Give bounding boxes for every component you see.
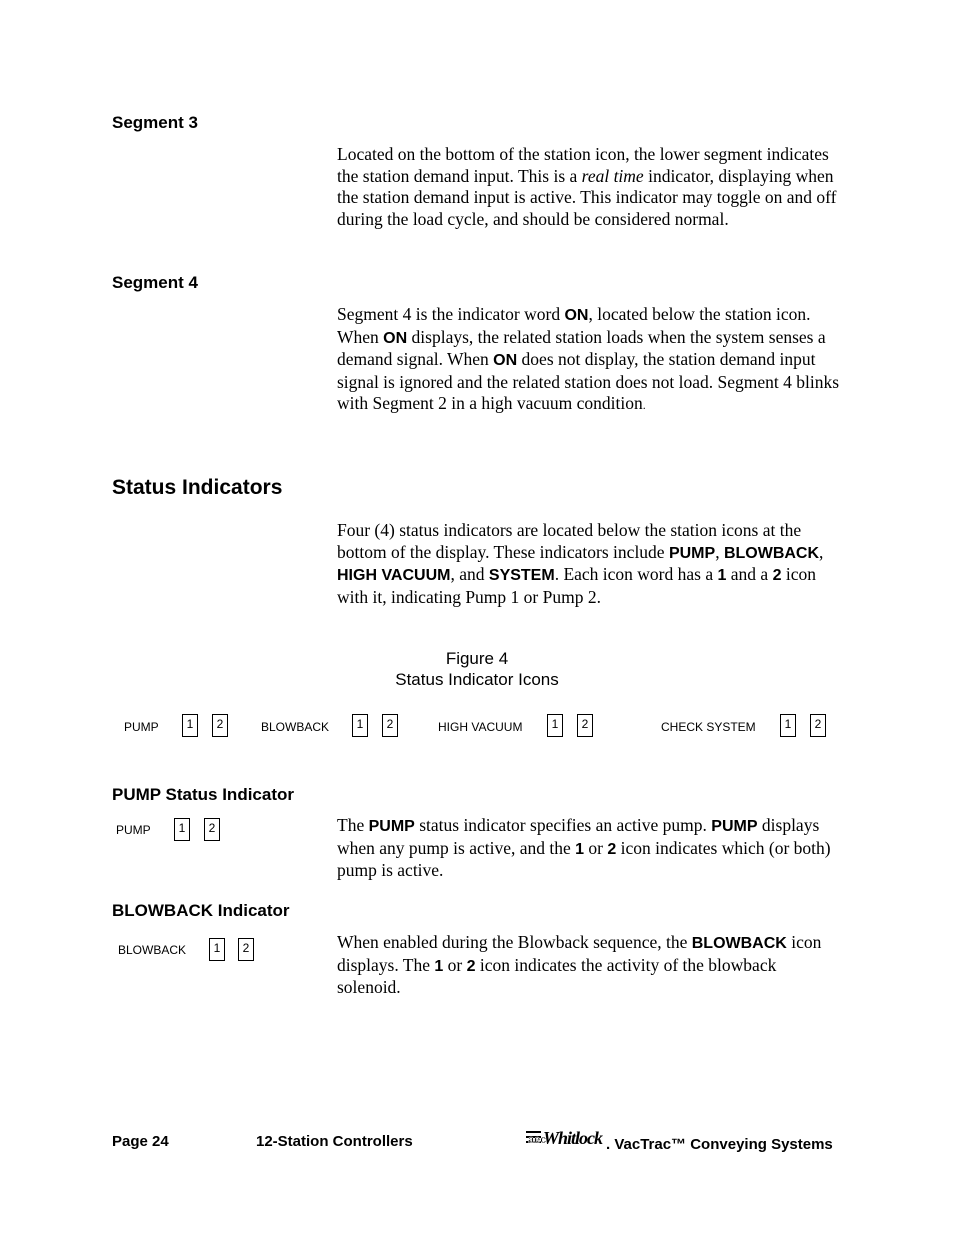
footer-product: . VacTrac™ Conveying Systems (606, 1136, 833, 1153)
figure-number: Figure 4 (445, 649, 509, 668)
svg-text:Whitlock: Whitlock (543, 1128, 603, 1148)
pump-2-icon: 2 (212, 714, 228, 737)
high-vacuum-1-icon: 1 (547, 714, 563, 737)
segment-4-paragraph: Segment 4 is the indicator word ON, located below the station icon. When ON displays, the related station loads when the system senses a demand signal. When ON does not display, the station demand input signal is ignored and the related station does not load. Segment 4 blinks with Segment 2 in a high vacuum condition. (337, 304, 840, 414)
status-indicator-icons-row (0, 712, 954, 742)
blowback-indicator-heading: BLOWBACK Indicator (112, 901, 290, 920)
pump-indicator-label: PUMP (116, 823, 151, 837)
pump-2-icon: 2 (204, 818, 220, 841)
blowback-paragraph: When enabled during the Blowback sequence, the BLOWBACK icon displays. The 1 or 2 icon indicates the activity of the blowback solenoid. (337, 932, 822, 998)
footer-title: 12-Station Controllers (256, 1133, 413, 1150)
check-system-1-icon: 1 (780, 714, 796, 737)
footer-brand (526, 1128, 833, 1153)
check-system-2-icon: 2 (810, 714, 826, 737)
blowback-indicator-label: BLOWBACK (118, 943, 187, 957)
whitlock-logo (526, 1128, 606, 1153)
status-indicators-heading: Status Indicators (112, 476, 283, 499)
high-vacuum-2-icon: 2 (577, 714, 593, 737)
blowback-indicator-label: BLOWBACK (261, 720, 330, 734)
svg-text:aec: aec (528, 1134, 547, 1146)
blowback-1-icon: 1 (352, 714, 368, 737)
high-vacuum-indicator-label: HIGH VACUUM (438, 720, 523, 734)
segment-3-paragraph: Located on the bottom of the station icon, the lower segment indicates the station demand input. This is a real time indicator, displaying when the station demand input is active. This indicator may toggle on and off during the load cycle, and should be considered normal. (337, 144, 837, 229)
pump-1-icon: 1 (182, 714, 198, 737)
check-system-indicator-label: CHECK SYSTEM (661, 720, 756, 734)
blowback-1-icon: 1 (209, 938, 225, 961)
figure-caption (0, 648, 954, 690)
segment-3-heading: Segment 3 (112, 113, 198, 132)
pump-status-heading: PUMP Status Indicator (112, 785, 294, 804)
pump-indicator-label: PUMP (124, 720, 159, 734)
segment-4-heading: Segment 4 (112, 273, 198, 292)
pump-status-paragraph: The PUMP status indicator specifies an active pump. PUMP displays when any pump is active, and the 1 or 2 icon indicates which (or both) pump is active. (337, 815, 831, 881)
status-indicators-paragraph: Four (4) status indicators are located below the station icons at the bottom of the display. These indicators include PUMP, BLOWBACK, HIGH VACUUM, and SYSTEM. Each icon word has a 1 and a 2 icon with it, indicating Pump 1 or Pump 2. (337, 520, 824, 607)
footer-page-number: Page 24 (112, 1133, 169, 1150)
blowback-2-icon: 2 (238, 938, 254, 961)
figure-title: Status Indicator Icons (395, 670, 559, 689)
pump-1-icon: 1 (174, 818, 190, 841)
blowback-2-icon: 2 (382, 714, 398, 737)
whitlock-logo-icon (526, 1128, 606, 1148)
